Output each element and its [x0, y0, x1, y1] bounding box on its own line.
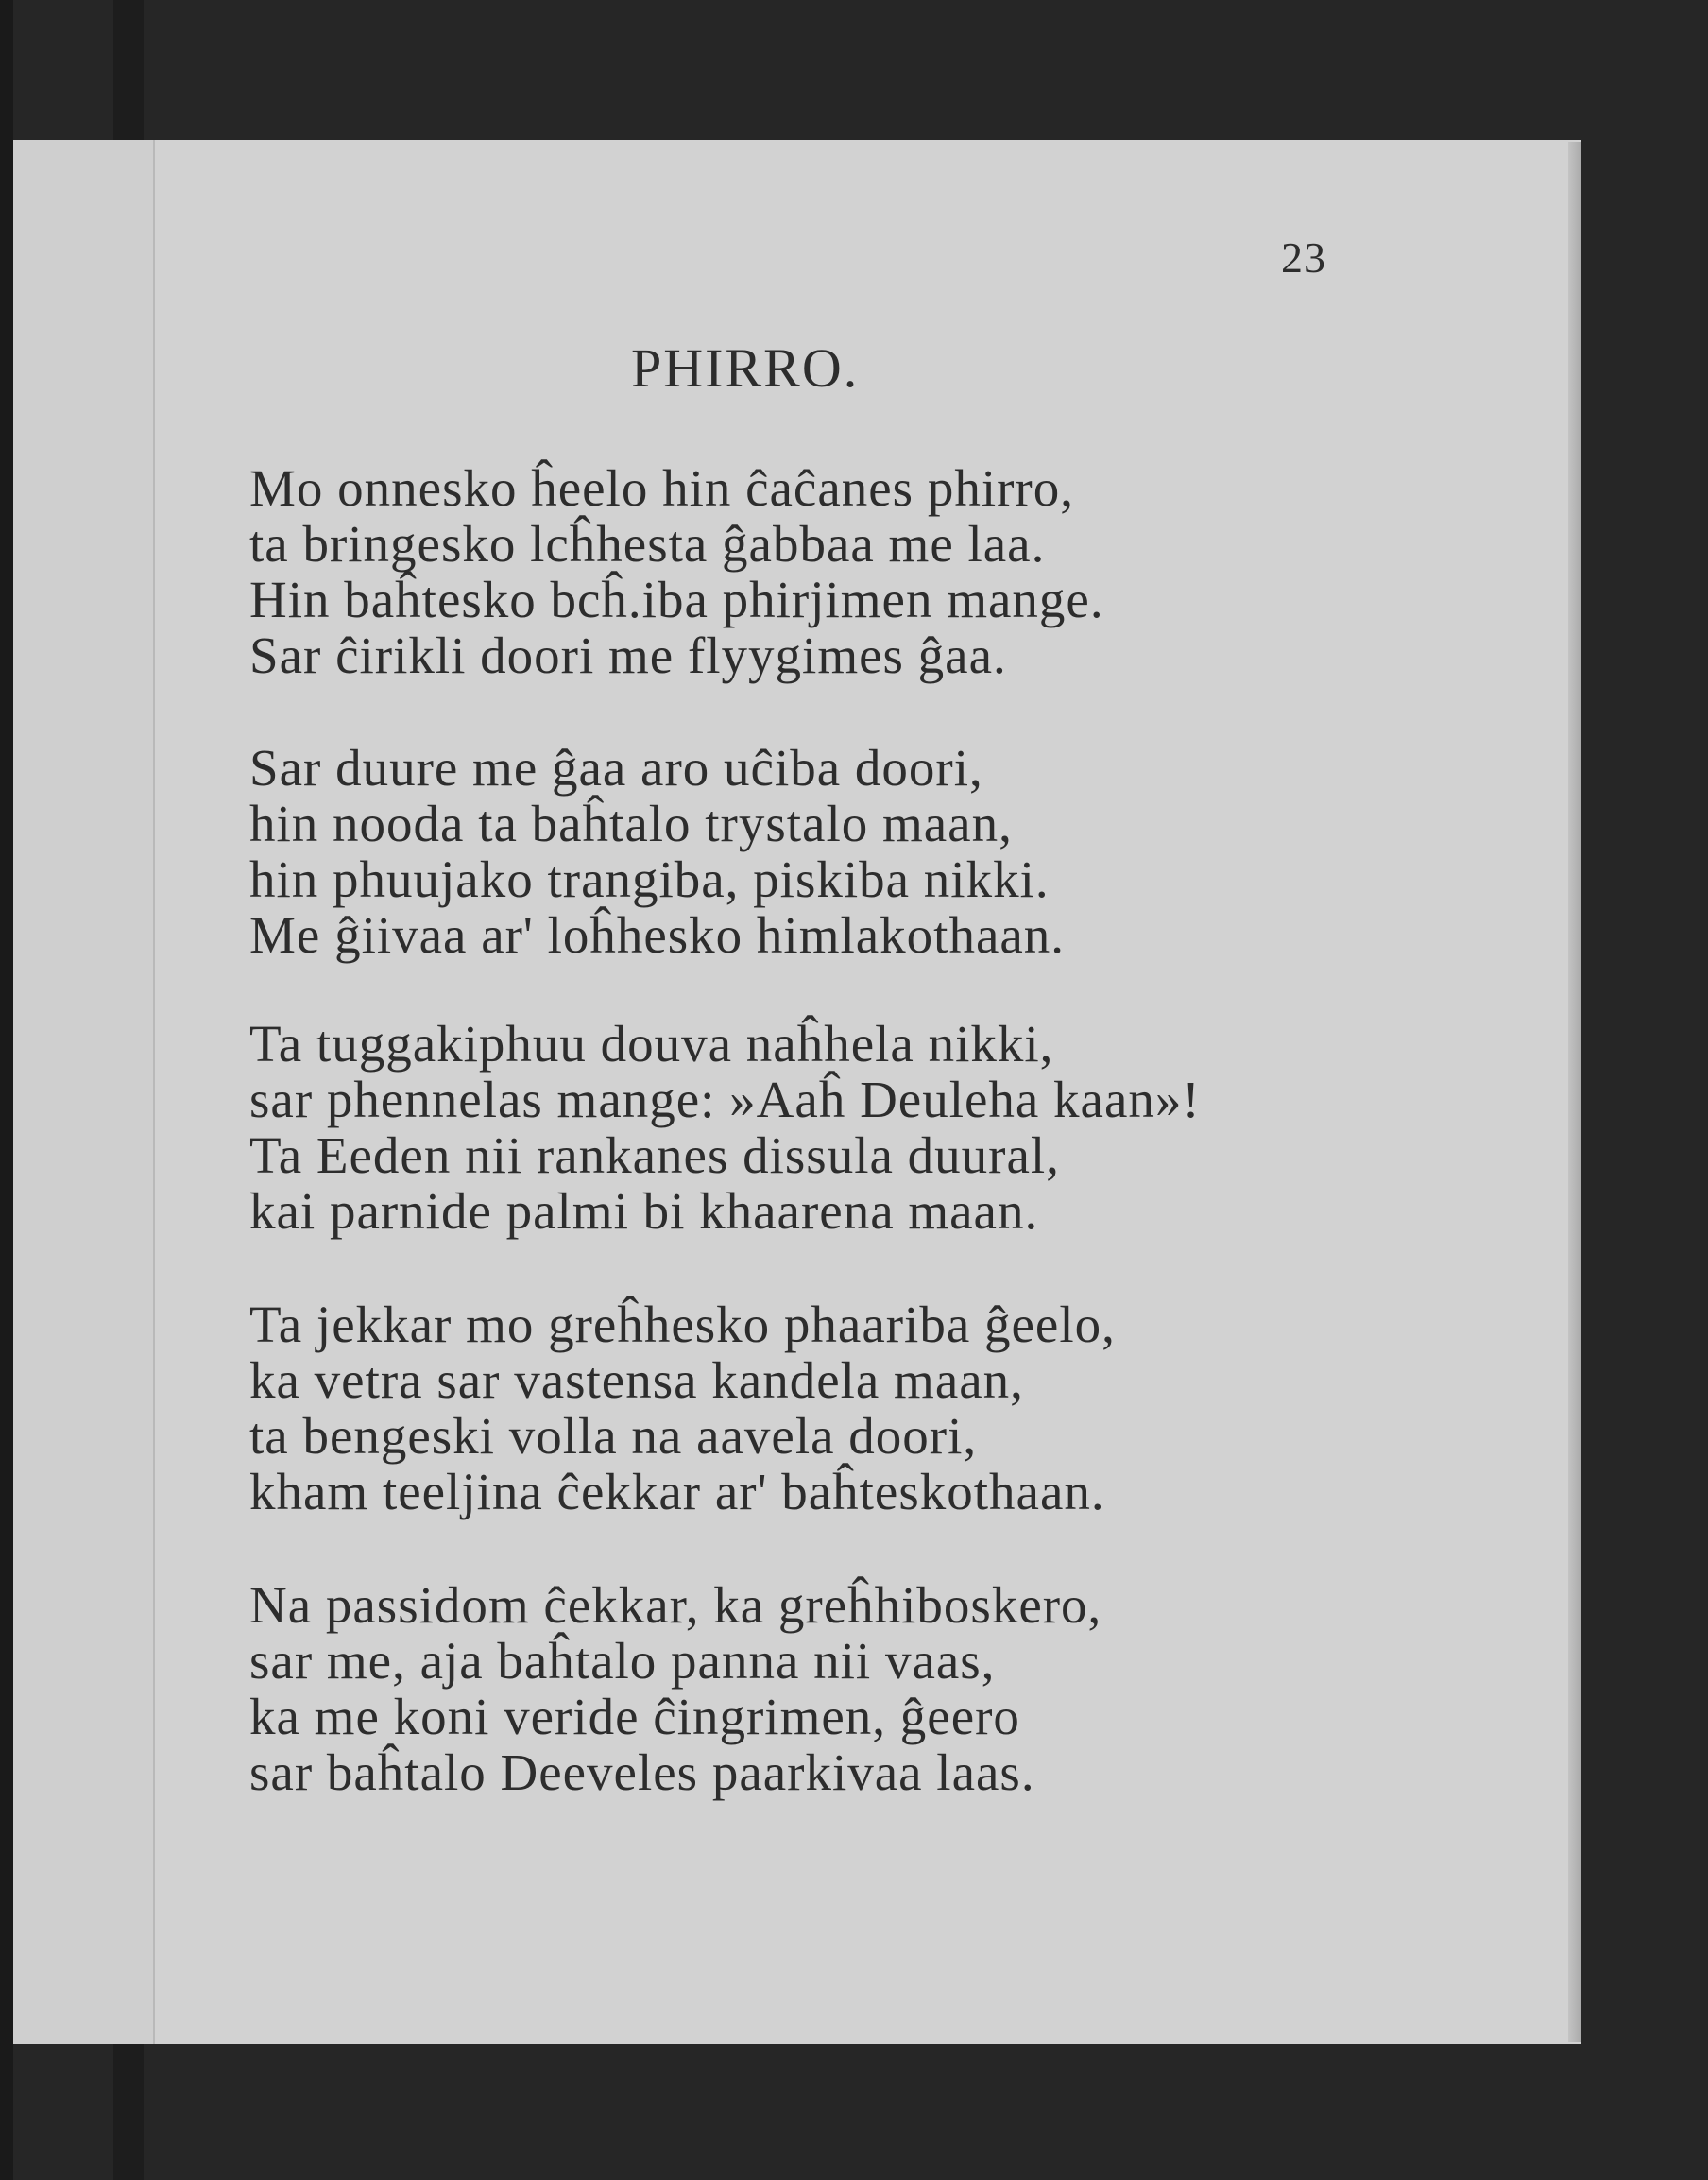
- verse-line: Na passidom ĉekkar, ka greĥhiboskero,: [249, 1576, 1102, 1634]
- verse-line: sar phennelas mange: »Aaĥ Deuleha kaan»!: [249, 1071, 1201, 1128]
- verse-line: Sar ĉirikli doori me flyygimes ĝaa.: [249, 627, 1007, 684]
- verse-line: hin nooda ta baĥtalo trystalo maan,: [249, 795, 1013, 852]
- verse-line: sar me, aja baĥtalo panna nii vaas,: [249, 1632, 996, 1690]
- stanza-4: [249, 1296, 1116, 1519]
- verse-line: hin phuujako trangiba, piskiba nikki.: [249, 850, 1050, 908]
- left-dark-edge: [0, 0, 13, 2180]
- verse-line: ka vetra sar vastensa kandela maan,: [249, 1351, 1024, 1409]
- verse-line: ta bengeski volla na aavela doori,: [249, 1407, 978, 1465]
- page-number: 23: [1281, 233, 1326, 282]
- page-gutter: [13, 140, 155, 2044]
- verse-line: Sar duure me ĝaa aro uĉiba doori,: [249, 739, 983, 797]
- verse-line: ta bringesko lcĥhesta ĝabbaa me laa.: [249, 515, 1046, 573]
- verse-line: sar baĥtalo Deeveles paarkivaa laas.: [249, 1743, 1035, 1801]
- verse-line: Ta jekkar mo greĥhesko phaariba ĝeelo,: [249, 1296, 1116, 1353]
- stanza-1: [249, 460, 1104, 683]
- verse-line: Hin baĥtesko bcĥ.iba phirjimen mange.: [249, 571, 1104, 628]
- stanza-5: [249, 1577, 1102, 1800]
- stanza-3: [249, 1016, 1201, 1239]
- page-edge-shadow: [1568, 142, 1581, 2042]
- poem-title: PHIRRO.: [631, 337, 860, 399]
- verse-line: kham teeljina ĉekkar ar' baĥteskothaan.: [249, 1463, 1105, 1520]
- verse-line: Mo onnesko ĥeelo hin ĉaĉanes phirro,: [249, 459, 1074, 517]
- stanza-2: [249, 740, 1065, 963]
- verse-line: kai parnide palmi bi khaarena maan.: [249, 1182, 1039, 1240]
- verse-line: Ta tuggakiphuu douva naĥhela nikki,: [249, 1015, 1054, 1073]
- verse-line: Me ĝiivaa ar' loĥhesko himlakothaan.: [249, 906, 1066, 964]
- verse-line: Ta Eeden nii rankanes dissula duural,: [249, 1126, 1060, 1184]
- verse-line: ka me koni veride ĉingrimen, ĝeero: [249, 1688, 1020, 1745]
